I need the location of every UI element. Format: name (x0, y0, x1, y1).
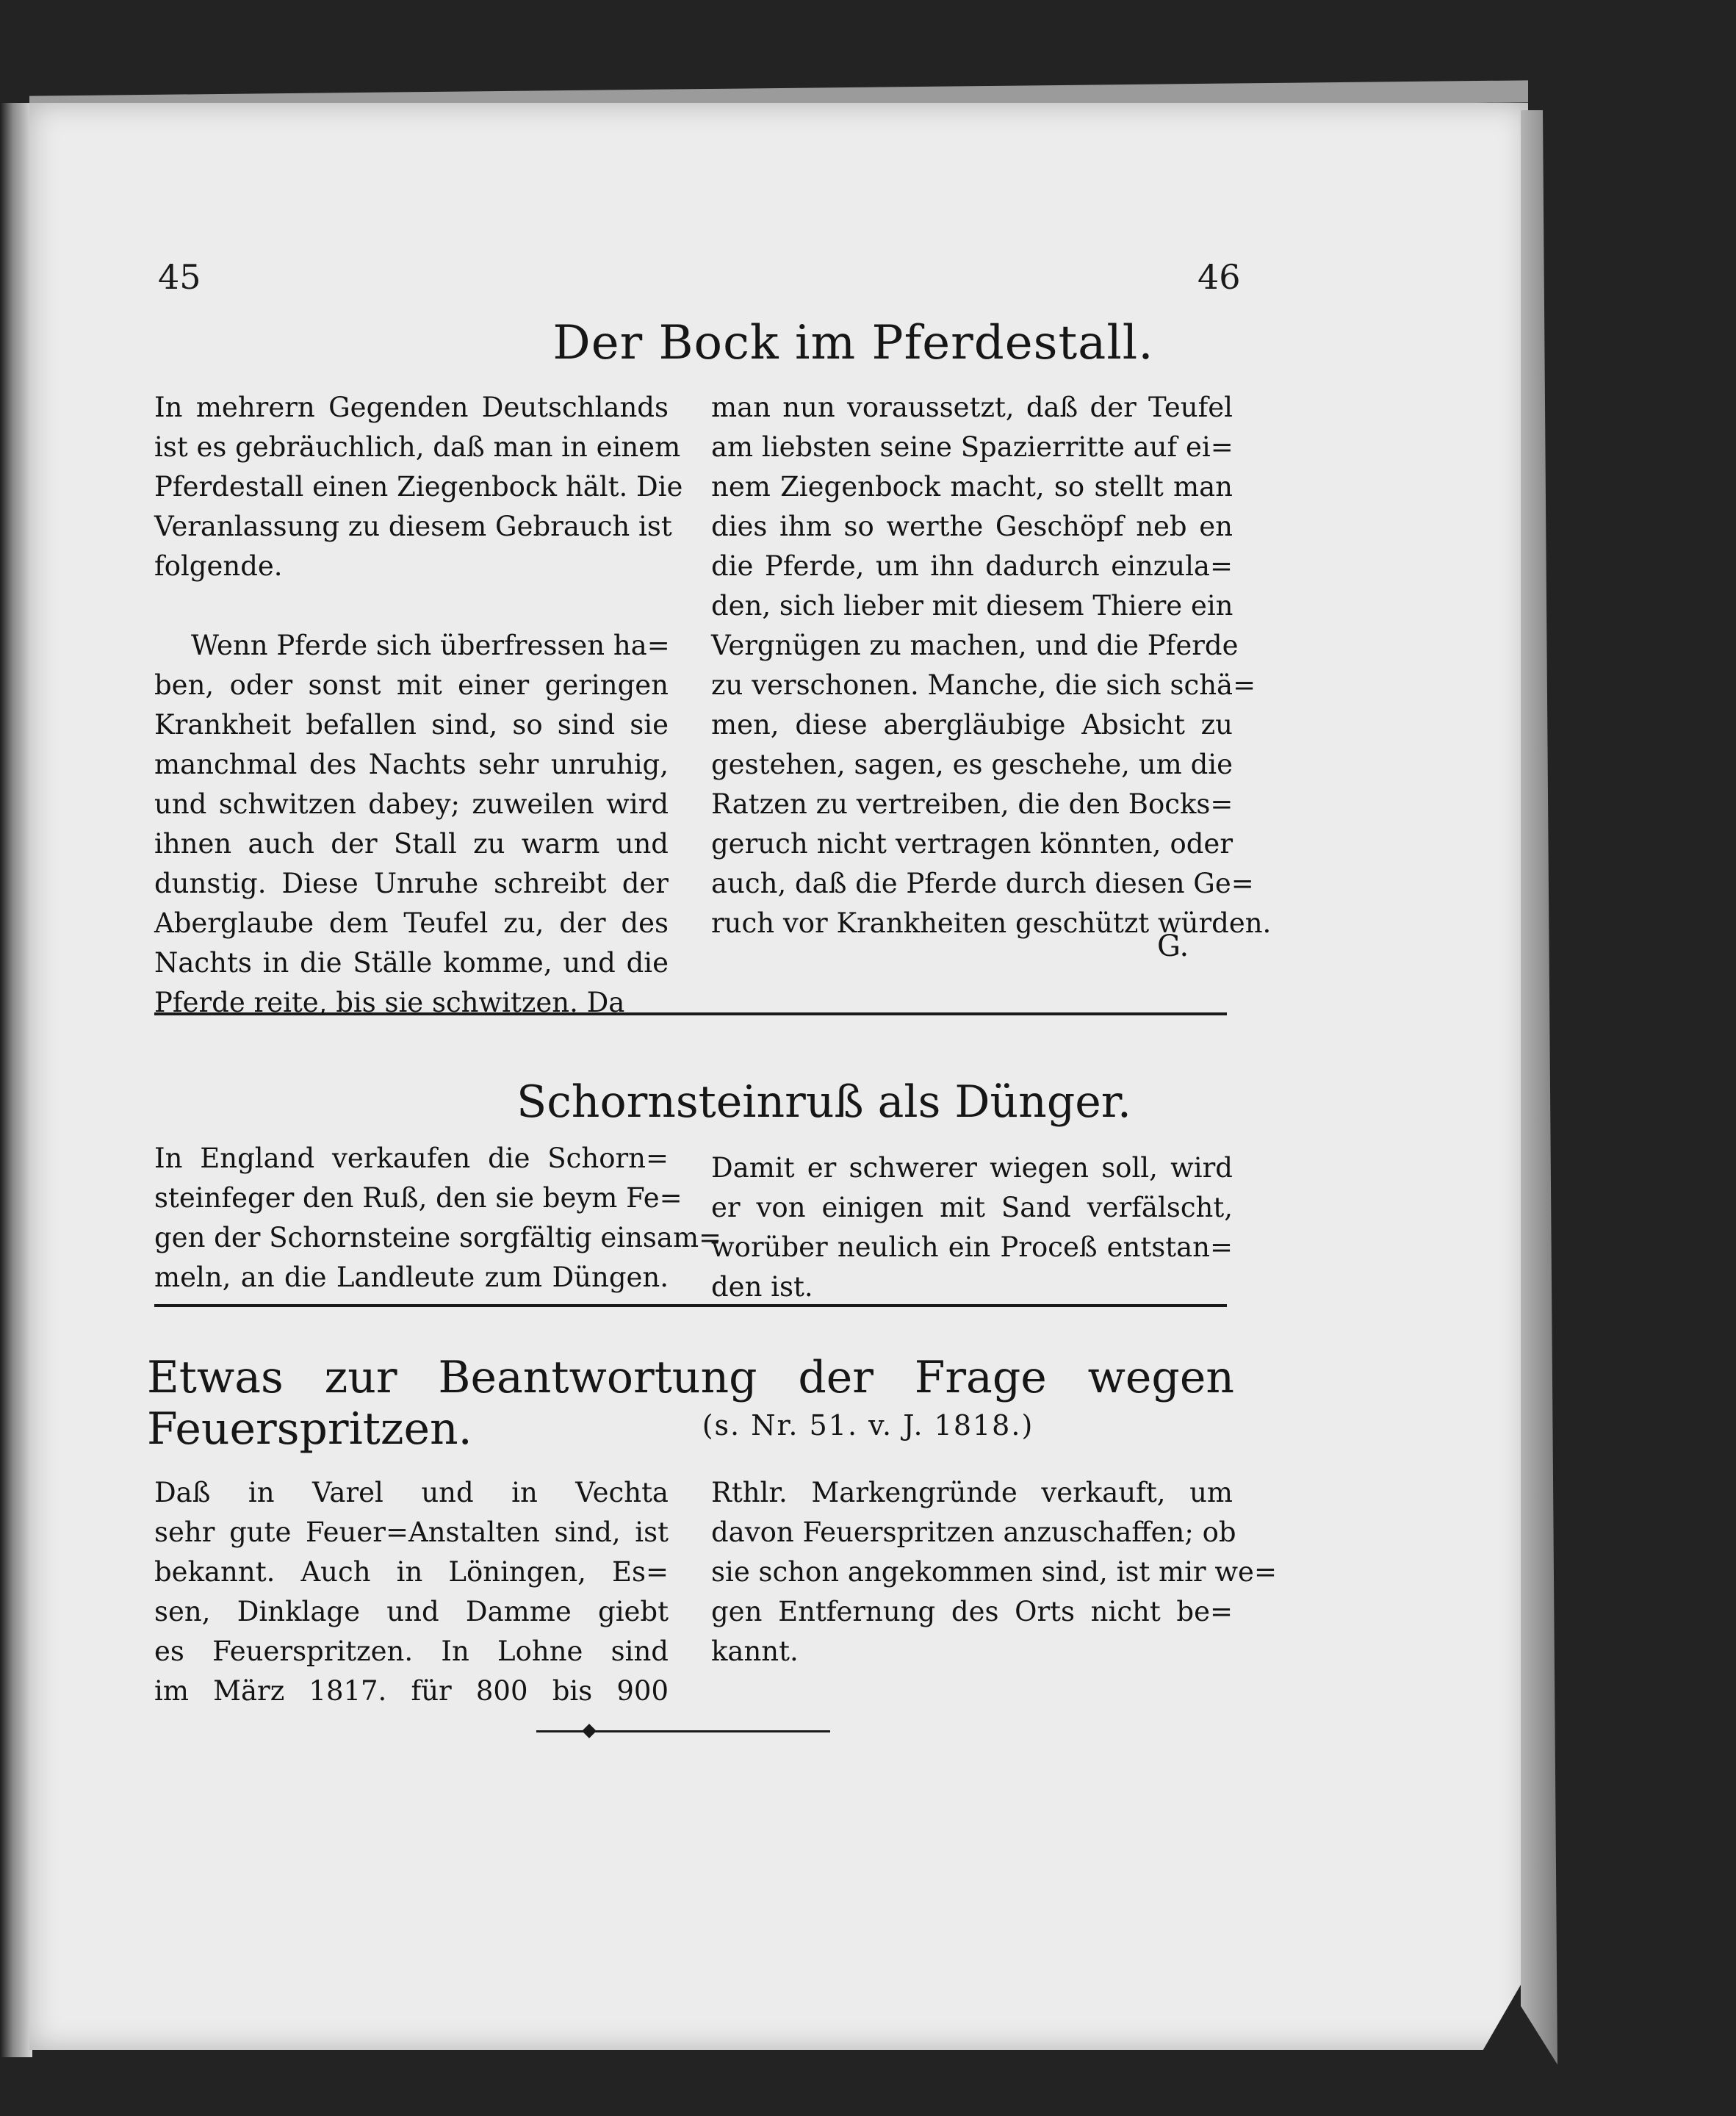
text-line: er von einigen mit Sand verfälscht, (711, 1192, 1233, 1223)
text-line: In England verkaufen die Schorn= (154, 1142, 669, 1174)
text-line: Veranlassung zu diesem Gebrauch ist (154, 511, 672, 542)
article-bock-left-column (154, 388, 683, 1023)
text-line: steinfeger den Ruß, den sie beym Fe= (154, 1182, 682, 1214)
article-spritzen-left-column (154, 1473, 669, 1711)
text-line: nem Ziegenbock macht, so stellt man (711, 471, 1233, 503)
text-line: folgende. (154, 550, 283, 582)
article-title-bock: Der Bock im Pferdestall. (552, 316, 1154, 370)
text-line: dies ihm so werthe Geschöpf neb en (711, 511, 1233, 542)
text-line: sie schon angekommen sind, ist mir we= (711, 1556, 1277, 1588)
article-title-schornsteinruss: Schornsteinruß als Dünger. (516, 1076, 1131, 1128)
section-divider (154, 1012, 1227, 1015)
text-line: bekannt. Auch in Löningen, Es= (154, 1556, 669, 1588)
text-line: Pferdestall einen Ziegenbock hält. Die (154, 471, 683, 503)
text-line: davon Feuerspritzen anzuschaffen; ob (711, 1516, 1236, 1548)
text-line: kannt. (711, 1635, 799, 1667)
text-line: ihnen auch der Stall zu warm und (154, 828, 669, 860)
text-line: zu verschonen. Manche, die sich schä= (711, 669, 1256, 701)
section-divider (154, 1304, 1227, 1307)
text-line: In mehrern Gegenden Deutschlands (154, 392, 669, 423)
page-number-right: 46 (1197, 257, 1241, 297)
text-line: man nun voraussetzt, daß der Teufel (711, 392, 1233, 423)
text-line: Wenn Pferde sich überfressen ha= (191, 630, 670, 661)
text-line: im März 1817. für 800 bis 900 (154, 1675, 669, 1707)
article-signature: G. (1157, 929, 1189, 963)
article-bock-right-column (711, 388, 1272, 943)
text-line: Vergnügen zu machen, und die Pferde (711, 630, 1239, 661)
text-line: Damit er schwerer wiegen soll, wird (711, 1152, 1233, 1184)
text-line: meln, an die Landleute zum Düngen. (154, 1262, 669, 1293)
text-line: geruch nicht vertragen könnten, oder (711, 828, 1233, 860)
text-line: dunstig. Diese Unruhe schreibt der (154, 868, 669, 899)
text-line: Nachts in die Ställe komme, und die (154, 947, 669, 979)
article-russ-left-column (154, 1139, 722, 1298)
text-line: ben, oder sonst mit einer geringen (154, 669, 669, 701)
text-line: den ist. (711, 1271, 813, 1303)
text-line: und schwitzen dabey; zuweilen wird (154, 788, 669, 820)
text-line: sehr gute Feuer=Anstalten sind, ist (154, 1516, 669, 1548)
article-spritzen-right-column (711, 1473, 1277, 1671)
text-line: gen Entfernung des Orts nicht be= (711, 1596, 1233, 1627)
text-line: Pferde reite, bis sie schwitzen. Da (154, 987, 625, 1018)
text-line: gestehen, sagen, es geschehe, um die (711, 749, 1233, 780)
text-line: den, sich lieber mit diesem Thiere ein (711, 590, 1233, 622)
text-line: ruch vor Krankheiten geschützt würden. (711, 907, 1272, 939)
article-subtitle-reference: (s. Nr. 51. v. J. 1818.) (702, 1409, 1034, 1442)
text-line: die Pferde, um ihn dadurch einzula= (711, 550, 1233, 582)
article-russ-right-column (711, 1148, 1233, 1307)
paragraph-gap (154, 586, 669, 626)
text-line: gen der Schornsteine sorgfältig einsam= (154, 1222, 722, 1253)
text-line: worüber neulich ein Proceß entstan= (711, 1231, 1233, 1263)
text-line: manchmal des Nachts sehr unruhig, (154, 749, 669, 780)
end-ornament-rule (536, 1730, 830, 1732)
page-number-left: 45 (158, 257, 201, 297)
text-line: Ratzen zu vertreiben, die den Bocks= (711, 788, 1233, 820)
text-line: Rthlr. Markengründe verkauft, um (711, 1477, 1233, 1508)
text-line: Krankheit befallen sind, so sind sie (154, 709, 669, 741)
text-line: es Feuerspritzen. In Lohne sind (154, 1635, 669, 1667)
text-line: Aberglaube dem Teufel zu, der des (154, 907, 669, 939)
text-line: ist es gebräuchlich, daß man in einem (154, 431, 681, 463)
text-line: am liebsten seine Spazierritte auf ei= (711, 431, 1233, 463)
text-line: men, diese abergläubige Absicht zu (711, 709, 1233, 741)
text-line: sen, Dinklage und Damme giebt (154, 1596, 669, 1627)
text-line: Daß in Varel und in Vechta (154, 1477, 669, 1508)
text-line: auch, daß die Pferde durch diesen Ge= (711, 868, 1254, 899)
article-title-feuerspritzen: Etwas zur Beantwortung der Frage wegen Feuerspritzen. (147, 1352, 1234, 1455)
